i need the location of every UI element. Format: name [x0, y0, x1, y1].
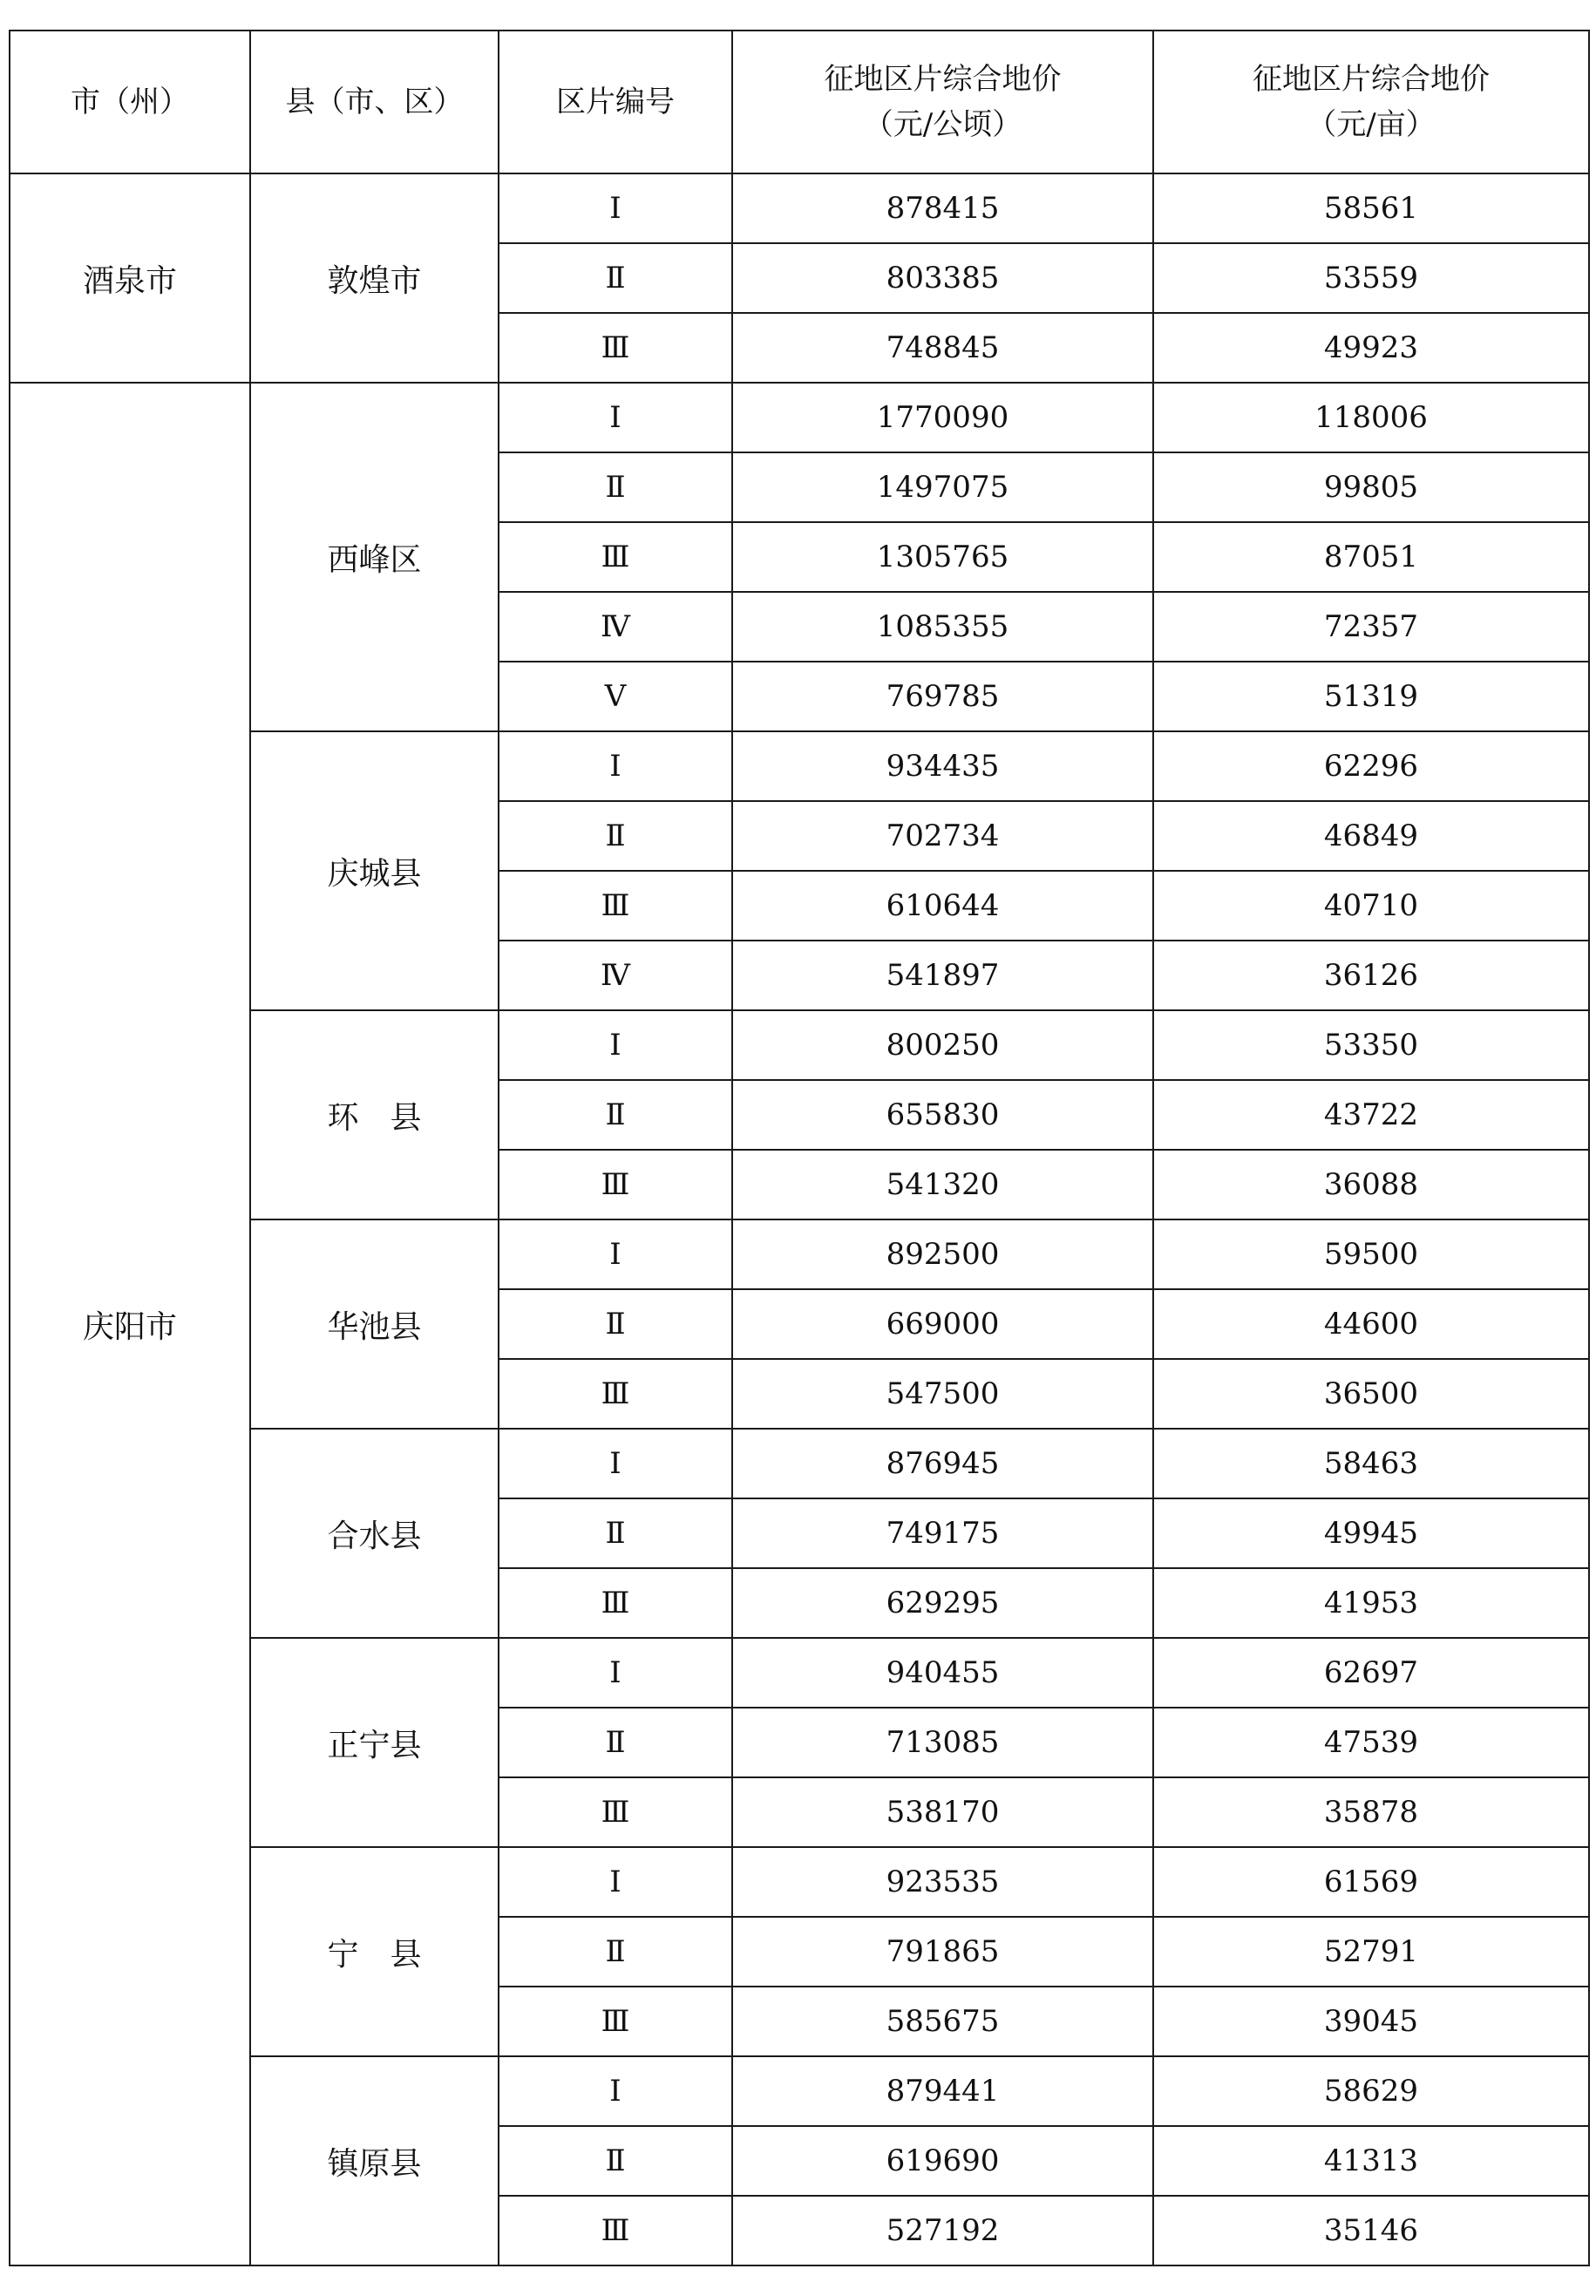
price-per-mu-cell: 58629 [1153, 2056, 1589, 2126]
zone-number-cell: Ⅰ [499, 1219, 732, 1289]
zone-number-cell: Ⅰ [499, 1847, 732, 1917]
price-per-hectare-cell: 749175 [732, 1498, 1153, 1568]
zone-number-cell: Ⅱ [499, 1080, 732, 1150]
county-cell: 合水县 [250, 1429, 499, 1638]
price-per-hectare-cell: 713085 [732, 1708, 1153, 1777]
price-per-hectare-cell: 879441 [732, 2056, 1153, 2126]
zone-number-cell: Ⅱ [499, 2126, 732, 2196]
zone-number-cell: Ⅱ [499, 452, 732, 522]
county-cell: 环 县 [250, 1010, 499, 1219]
price-per-mu-cell: 58561 [1153, 173, 1589, 243]
price-per-mu-cell: 49945 [1153, 1498, 1589, 1568]
price-per-mu-cell: 39045 [1153, 1987, 1589, 2056]
zone-number-cell: Ⅰ [499, 1429, 732, 1498]
county-cell: 宁 县 [250, 1847, 499, 2056]
header-price-ha-line1: 征地区片综合地价 [824, 62, 1062, 97]
header-row [10, 31, 1589, 173]
price-per-mu-cell: 118006 [1153, 383, 1589, 452]
price-per-mu-cell: 62697 [1153, 1638, 1589, 1708]
price-per-hectare-cell: 669000 [732, 1289, 1153, 1359]
price-per-mu-cell: 53559 [1153, 243, 1589, 313]
price-per-hectare-cell: 541897 [732, 941, 1153, 1010]
price-per-mu-cell: 40710 [1153, 871, 1589, 941]
price-per-hectare-cell: 538170 [732, 1777, 1153, 1847]
price-per-hectare-cell: 800250 [732, 1010, 1153, 1080]
zone-number-cell: Ⅲ [499, 1987, 732, 2056]
price-per-hectare-cell: 629295 [732, 1568, 1153, 1638]
price-per-hectare-cell: 1305765 [732, 522, 1153, 592]
price-per-hectare-cell: 585675 [732, 1987, 1153, 2056]
price-per-hectare-cell: 527192 [732, 2196, 1153, 2265]
price-per-mu-cell: 87051 [1153, 522, 1589, 592]
price-per-hectare-cell: 923535 [732, 1847, 1153, 1917]
zone-number-cell: Ⅱ [499, 1289, 732, 1359]
zone-number-cell: Ⅰ [499, 731, 732, 801]
price-per-hectare-cell: 876945 [732, 1429, 1153, 1498]
price-per-mu-cell: 41313 [1153, 2126, 1589, 2196]
county-cell: 庆城县 [250, 731, 499, 1010]
table-row [10, 383, 1589, 452]
zone-number-cell: Ⅲ [499, 313, 732, 383]
table-body [10, 173, 1589, 2265]
zone-number-cell: Ⅰ [499, 383, 732, 452]
price-per-hectare-cell: 892500 [732, 1219, 1153, 1289]
header-price-per-hectare [732, 31, 1153, 173]
header-price-mu-line2: （元/亩） [1307, 107, 1436, 142]
land-price-table [9, 30, 1590, 2266]
price-per-mu-cell: 35146 [1153, 2196, 1589, 2265]
price-per-mu-cell: 36126 [1153, 941, 1589, 1010]
zone-number-cell: Ⅴ [499, 662, 732, 731]
zone-number-cell: Ⅰ [499, 1638, 732, 1708]
zone-number-cell: Ⅱ [499, 1498, 732, 1568]
zone-number-cell: Ⅱ [499, 1917, 732, 1987]
price-per-mu-cell: 41953 [1153, 1568, 1589, 1638]
zone-number-cell: Ⅰ [499, 173, 732, 243]
price-per-mu-cell: 72357 [1153, 592, 1589, 662]
zone-number-cell: Ⅰ [499, 2056, 732, 2126]
county-cell: 敦煌市 [250, 173, 499, 383]
price-per-mu-cell: 46849 [1153, 801, 1589, 871]
price-per-hectare-cell: 547500 [732, 1359, 1153, 1429]
price-per-mu-cell: 51319 [1153, 662, 1589, 731]
price-per-hectare-cell: 1497075 [732, 452, 1153, 522]
price-per-mu-cell: 35878 [1153, 1777, 1589, 1847]
price-per-mu-cell: 53350 [1153, 1010, 1589, 1080]
price-per-mu-cell: 43722 [1153, 1080, 1589, 1150]
county-cell: 西峰区 [250, 383, 499, 731]
price-per-mu-cell: 44600 [1153, 1289, 1589, 1359]
price-per-hectare-cell: 934435 [732, 731, 1153, 801]
price-per-hectare-cell: 619690 [732, 2126, 1153, 2196]
zone-number-cell: Ⅳ [499, 941, 732, 1010]
zone-number-cell: Ⅲ [499, 1150, 732, 1219]
price-per-hectare-cell: 702734 [732, 801, 1153, 871]
zone-number-cell: Ⅲ [499, 871, 732, 941]
price-per-mu-cell: 61569 [1153, 1847, 1589, 1917]
zone-number-cell: Ⅱ [499, 1708, 732, 1777]
zone-number-cell: Ⅲ [499, 1777, 732, 1847]
county-cell: 镇原县 [250, 2056, 499, 2265]
city-cell: 酒泉市 [10, 173, 250, 383]
zone-number-cell: Ⅱ [499, 801, 732, 871]
zone-number-cell: Ⅳ [499, 592, 732, 662]
price-per-hectare-cell: 940455 [732, 1638, 1153, 1708]
zone-number-cell: Ⅱ [499, 243, 732, 313]
price-per-mu-cell: 36500 [1153, 1359, 1589, 1429]
price-per-mu-cell: 99805 [1153, 452, 1589, 522]
price-per-mu-cell: 52791 [1153, 1917, 1589, 1987]
price-per-mu-cell: 49923 [1153, 313, 1589, 383]
zone-number-cell: Ⅰ [499, 1010, 732, 1080]
price-per-hectare-cell: 748845 [732, 313, 1153, 383]
price-per-mu-cell: 58463 [1153, 1429, 1589, 1498]
price-per-hectare-cell: 610644 [732, 871, 1153, 941]
zone-number-cell: Ⅲ [499, 522, 732, 592]
header-price-per-mu [1153, 31, 1589, 173]
price-per-mu-cell: 36088 [1153, 1150, 1589, 1219]
price-per-hectare-cell: 655830 [732, 1080, 1153, 1150]
city-cell: 庆阳市 [10, 383, 250, 2265]
header-county: 县（市、区） [250, 31, 499, 173]
price-per-hectare-cell: 1085355 [732, 592, 1153, 662]
table-row [10, 173, 1589, 243]
header-zone: 区片编号 [499, 31, 732, 173]
header-price-ha-line2: （元/公顷） [863, 107, 1022, 142]
zone-number-cell: Ⅲ [499, 1359, 732, 1429]
price-per-mu-cell: 62296 [1153, 731, 1589, 801]
price-per-hectare-cell: 541320 [732, 1150, 1153, 1219]
county-cell: 华池县 [250, 1219, 499, 1429]
price-per-hectare-cell: 803385 [732, 243, 1153, 313]
header-price-mu-line1: 征地区片综合地价 [1253, 62, 1490, 97]
price-per-hectare-cell: 1770090 [732, 383, 1153, 452]
zone-number-cell: Ⅲ [499, 2196, 732, 2265]
header-city: 市（州） [10, 31, 250, 173]
price-per-mu-cell: 59500 [1153, 1219, 1589, 1289]
price-per-mu-cell: 47539 [1153, 1708, 1589, 1777]
zone-number-cell: Ⅲ [499, 1568, 732, 1638]
county-cell: 正宁县 [250, 1638, 499, 1847]
price-per-hectare-cell: 769785 [732, 662, 1153, 731]
price-per-hectare-cell: 878415 [732, 173, 1153, 243]
price-per-hectare-cell: 791865 [732, 1917, 1153, 1987]
